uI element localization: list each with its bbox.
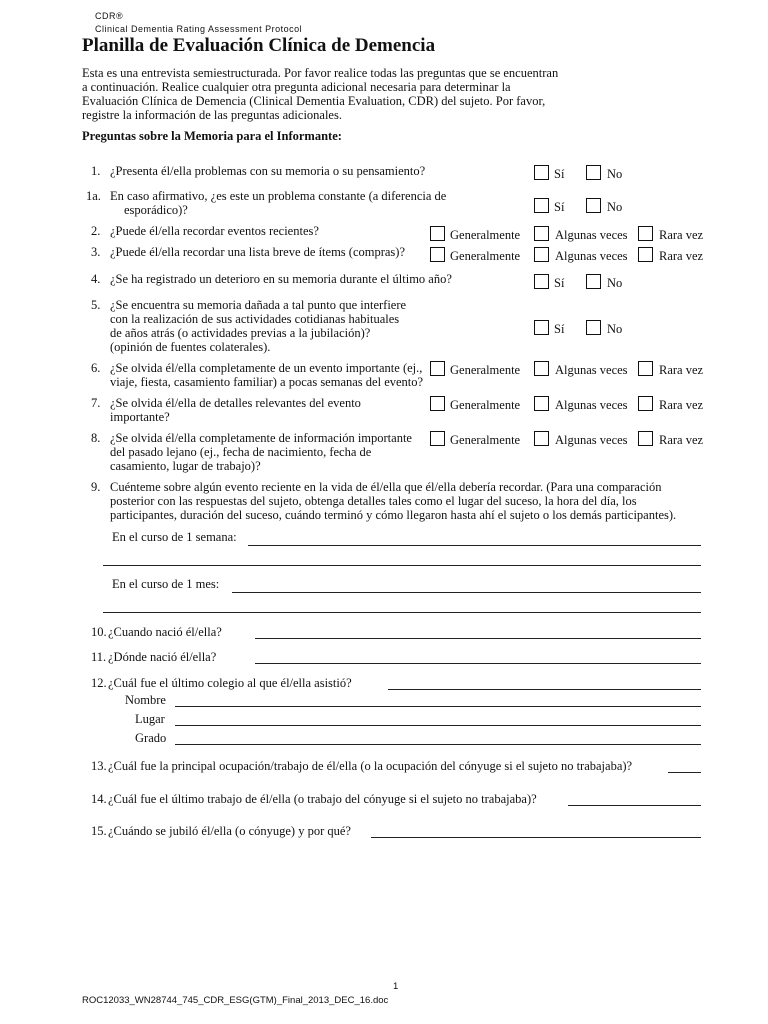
q3-rarely-checkbox[interactable]: [638, 247, 653, 262]
q9-week-label: En el curso de 1 semana:: [112, 530, 237, 544]
q7-usually-label: Generalmente: [450, 398, 521, 412]
q7-number: 7.: [91, 396, 101, 410]
q12-grade-line[interactable]: [175, 744, 701, 745]
q1-yes-checkbox[interactable]: [534, 165, 549, 180]
q5-no-checkbox[interactable]: [586, 320, 601, 335]
q4-yes-label: Sí: [554, 276, 565, 290]
q5-text-line-4: (opinión de fuentes colaterales).: [110, 340, 271, 354]
q8-usually-label: Generalmente: [450, 433, 521, 447]
section-heading: Preguntas sobre la Memoria para el Informante:: [82, 129, 342, 143]
q4-no-checkbox[interactable]: [586, 274, 601, 289]
q2-sometimes-label: Algunas veces: [555, 228, 628, 242]
q8-text-line-3: casamiento, lugar de trabajo)?: [110, 459, 261, 473]
q6-text-line-2: viaje, fiesta, casamiento familiar) a pocas semanas del evento?: [110, 375, 424, 389]
q6-number: 6.: [91, 361, 101, 375]
q12-name-line[interactable]: [175, 706, 701, 707]
brand-label: CDR®: [95, 11, 124, 21]
q10-text: ¿Cuando nació él/ella?: [108, 625, 222, 639]
q4-text: ¿Se ha registrado un deterioro en su memoria durante el último año?: [110, 272, 452, 286]
q9-month-label: En el curso de 1 mes:: [112, 577, 220, 591]
q7-usually-checkbox[interactable]: [430, 396, 445, 411]
q1-number: 1.: [91, 164, 101, 178]
q15-number: 15.: [91, 824, 107, 838]
intro-line-4: registre la información de las preguntas adicionales.: [82, 108, 342, 122]
q8-rarely-checkbox[interactable]: [638, 431, 653, 446]
q7-rarely-checkbox[interactable]: [638, 396, 653, 411]
q11-answer-line[interactable]: [255, 663, 701, 664]
q3-text: ¿Puede él/ella recordar una lista breve de ítems (compras)?: [110, 245, 406, 259]
q9-week-answer-line[interactable]: [248, 545, 701, 546]
q12-place-line[interactable]: [175, 725, 701, 726]
q6-rarely-label: Rara vez: [659, 363, 704, 377]
q4-yes-checkbox[interactable]: [534, 274, 549, 289]
q3-number: 3.: [91, 245, 101, 259]
q8-usually-checkbox[interactable]: [430, 431, 445, 446]
q1a-no-label: No: [607, 200, 623, 214]
q8-sometimes-checkbox[interactable]: [534, 431, 549, 446]
q8-text-line-1: ¿Se olvida él/ella completamente de información importante: [110, 431, 412, 445]
q15-answer-line[interactable]: [371, 837, 701, 838]
intro-line-2: a continuación. Realice cualquier otra pregunta adicional necesaria para determinar la: [82, 80, 511, 94]
q14-text: ¿Cuál fue el último trabajo de él/ella (o trabajo del cónyuge si el sujeto no trabajaba)?: [108, 792, 537, 806]
q9-number: 9.: [91, 480, 101, 494]
document-filename: ROC12033_WN28744_745_CDR_ESG(GTM)_Final_2013_DEC_16.doc: [82, 995, 389, 1006]
q7-text-line-2: importante?: [110, 410, 170, 424]
intro-line-3: Evaluación Clínica de Demencia (Clinical Dementia Evaluation, CDR) del sujeto. Por favor,: [82, 94, 546, 108]
q9-month-answer-line[interactable]: [232, 592, 701, 593]
q1a-text-line-1: En caso afirmativo, ¿es este un problema constante (a diferencia de: [110, 189, 447, 203]
q5-no-label: No: [607, 322, 623, 336]
q6-text-line-1: ¿Se olvida él/ella completamente de un evento importante (ej.,: [110, 361, 423, 375]
q8-text-line-2: del pasado lejano (ej., fecha de nacimiento, fecha de: [110, 445, 372, 459]
q7-rarely-label: Rara vez: [659, 398, 704, 412]
q1-yes-label: Sí: [554, 167, 565, 181]
q1a-text-line-2: esporádico)?: [124, 203, 188, 217]
q12-answer-line[interactable]: [388, 689, 701, 690]
q12-grade-label: Grado: [135, 731, 167, 745]
q15-text: ¿Cuándo se jubiló él/ella (o cónyuge) y por qué?: [108, 824, 351, 838]
q10-number: 10.: [91, 625, 107, 639]
q8-rarely-label: Rara vez: [659, 433, 704, 447]
q4-number: 4.: [91, 272, 101, 286]
q3-usually-label: Generalmente: [450, 249, 521, 263]
q7-sometimes-checkbox[interactable]: [534, 396, 549, 411]
q12-text: ¿Cuál fue el último colegio al que él/ella asistió?: [108, 676, 352, 690]
q9-month-answer-line-2[interactable]: [103, 612, 701, 613]
q5-text-line-2: con la realización de sus actividades cotidianas habituales: [110, 312, 400, 326]
q2-sometimes-checkbox[interactable]: [534, 226, 549, 241]
q5-text-line-1: ¿Se encuentra su memoria dañada a tal punto que interfiere: [110, 298, 407, 312]
q6-sometimes-checkbox[interactable]: [534, 361, 549, 376]
q8-sometimes-label: Algunas veces: [555, 433, 628, 447]
q8-number: 8.: [91, 431, 101, 445]
q5-yes-checkbox[interactable]: [534, 320, 549, 335]
q2-usually-checkbox[interactable]: [430, 226, 445, 241]
q1-no-label: No: [607, 167, 623, 181]
q2-text: ¿Puede él/ella recordar eventos recientes?: [110, 224, 319, 238]
q6-rarely-checkbox[interactable]: [638, 361, 653, 376]
q11-text: ¿Dónde nació él/ella?: [108, 650, 217, 664]
q9-text-line-1: Cuénteme sobre algún evento reciente en la vida de él/ella que él/ella debería recordar. (Para una comparación: [110, 480, 662, 494]
q9-text-line-3: participantes, duración del suceso, cuándo terminó y cómo llegaron hasta ahí el sujeto o los demás participantes).: [110, 508, 677, 522]
q1a-no-checkbox[interactable]: [586, 198, 601, 213]
q1a-yes-label: Sí: [554, 200, 565, 214]
protocol-label: Clinical Dementia Rating Assessment Protocol: [95, 24, 303, 34]
q2-rarely-label: Rara vez: [659, 228, 704, 242]
q5-number: 5.: [91, 298, 101, 312]
q13-number: 13.: [91, 759, 107, 773]
q11-number: 11.: [91, 650, 107, 664]
q12-place-label: Lugar: [135, 712, 165, 726]
q5-yes-label: Sí: [554, 322, 565, 336]
q14-answer-line[interactable]: [568, 805, 701, 806]
q6-usually-label: Generalmente: [450, 363, 521, 377]
q13-answer-line[interactable]: [668, 772, 701, 773]
q6-sometimes-label: Algunas veces: [555, 363, 628, 377]
q7-text-line-1: ¿Se olvida él/ella de detalles relevantes del evento: [110, 396, 361, 410]
q9-text-line-2: posterior con las respuestas del sujeto, obtenga detalles tales como el lugar del suceso, la hora del día, los: [110, 494, 637, 508]
q2-rarely-checkbox[interactable]: [638, 226, 653, 241]
q12-number: 12.: [91, 676, 107, 690]
q6-usually-checkbox[interactable]: [430, 361, 445, 376]
intro-line-1: Esta es una entrevista semiestructurada. Por favor realice todas las preguntas que se encuentran: [82, 66, 559, 80]
q1a-number: 1a.: [86, 189, 101, 203]
q10-answer-line[interactable]: [255, 638, 701, 639]
q1-no-checkbox[interactable]: [586, 165, 601, 180]
q3-sometimes-checkbox[interactable]: [534, 247, 549, 262]
q3-rarely-label: Rara vez: [659, 249, 704, 263]
q13-text: ¿Cuál fue la principal ocupación/trabajo de él/ella (o la ocupación del cónyuge si el sujeto no trabajaba)?: [108, 759, 633, 773]
page-title: Planilla de Evaluación Clínica de Demencia: [82, 35, 436, 56]
q1-text: ¿Presenta él/ella problemas con su memoria o su pensamiento?: [110, 164, 426, 178]
q4-no-label: No: [607, 276, 623, 290]
q9-week-answer-line-2[interactable]: [103, 565, 701, 566]
q12-name-label: Nombre: [125, 693, 166, 707]
q7-sometimes-label: Algunas veces: [555, 398, 628, 412]
q3-usually-checkbox[interactable]: [430, 247, 445, 262]
q2-usually-label: Generalmente: [450, 228, 521, 242]
q1a-yes-checkbox[interactable]: [534, 198, 549, 213]
q5-text-line-3: de años atrás (o actividades previas a la jubilación)?: [110, 326, 371, 340]
q2-number: 2.: [91, 224, 101, 238]
page-number: 1: [393, 981, 399, 992]
q14-number: 14.: [91, 792, 107, 806]
q3-sometimes-label: Algunas veces: [555, 249, 628, 263]
